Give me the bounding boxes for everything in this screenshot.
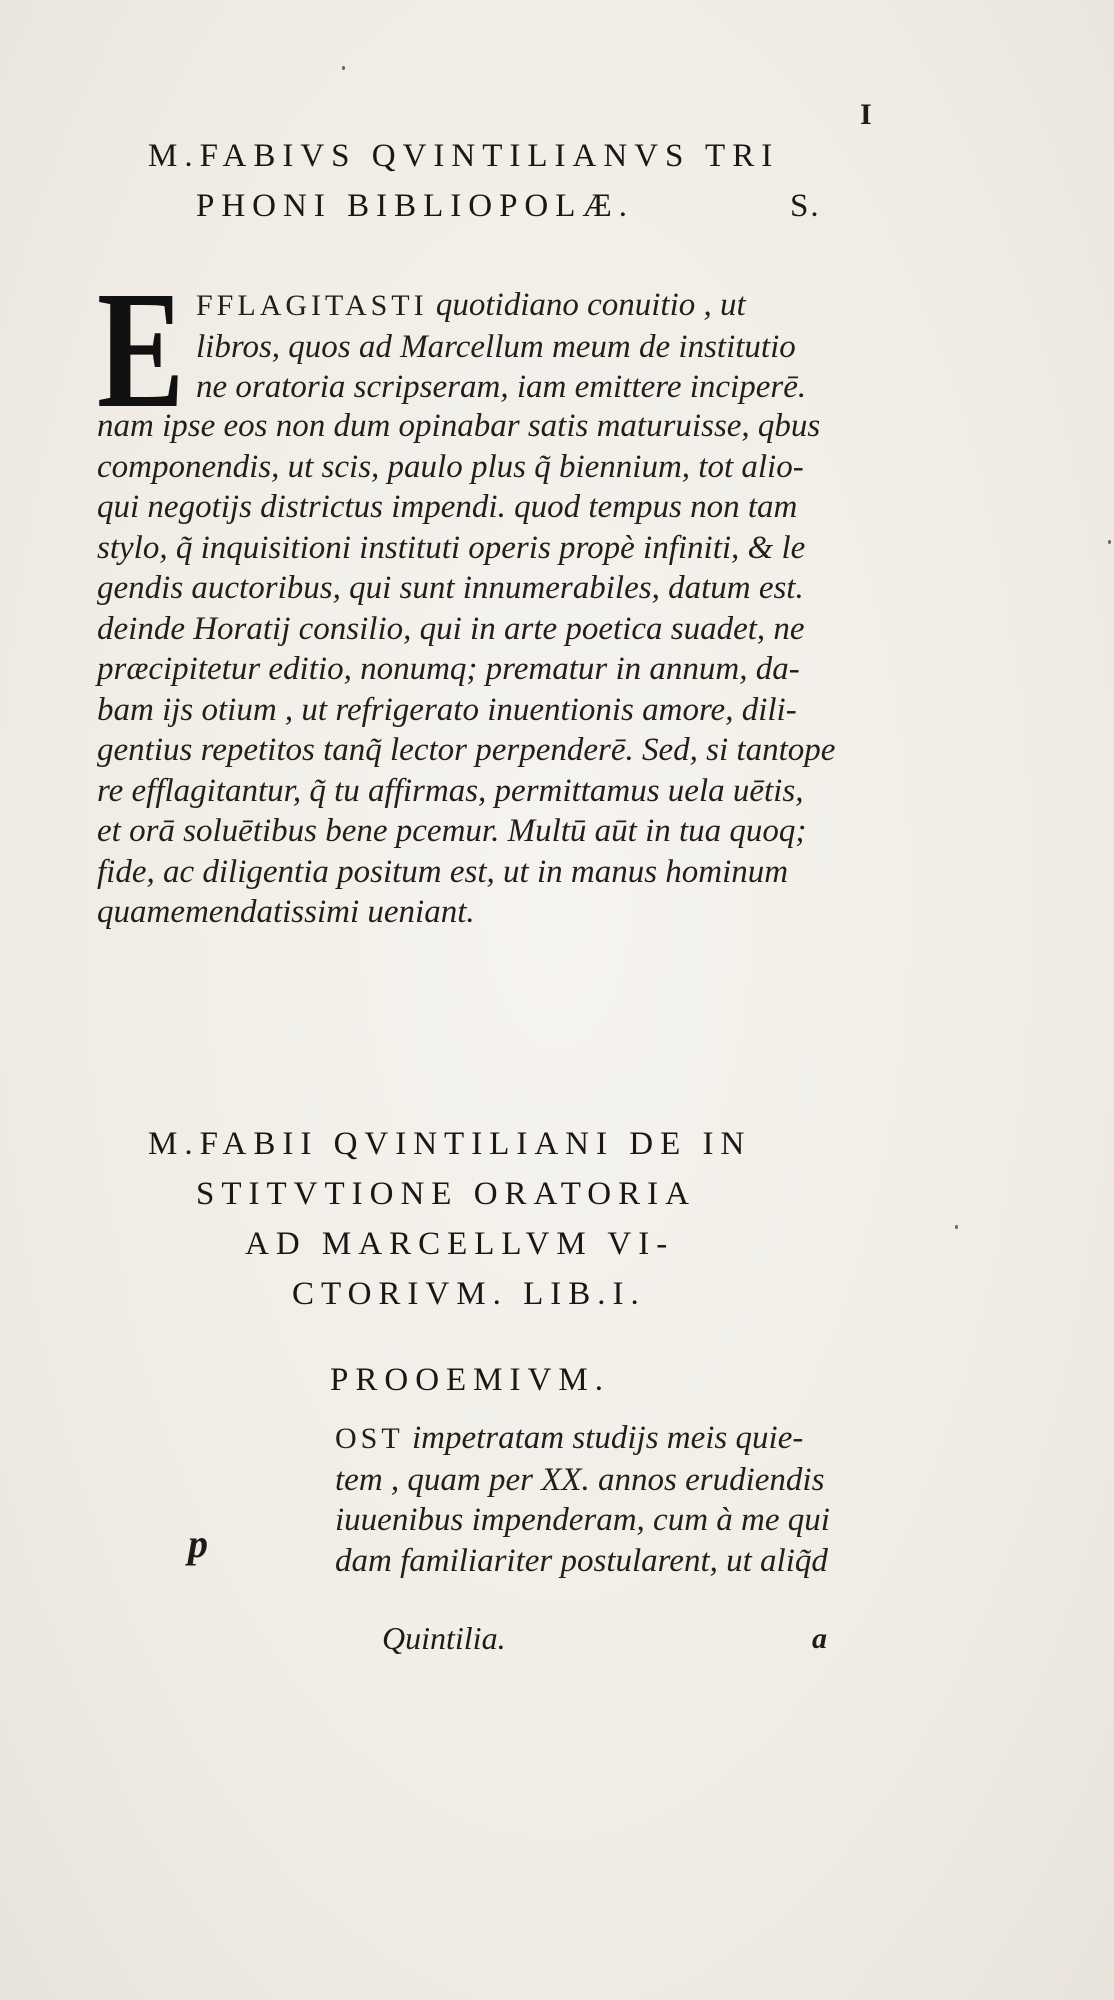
letter-line: qui negotijs districtus impendi. quod tempus non tam — [97, 489, 798, 525]
letter-body — [196, 285, 806, 408]
marginal-initial: p — [188, 1521, 208, 1566]
prooemium-line: dam familiariter postularent, ut aliq̃d — [335, 1542, 828, 1579]
letter-line: bam ijs otium , ut refrigerato inuentionis amore, dili- — [97, 691, 797, 728]
letter-line: componendis, ut scis, paulo plus q̃ biennium, tot alio- — [97, 448, 804, 485]
paper-speck — [342, 66, 345, 70]
signature-mark: a — [812, 1622, 827, 1655]
book-title-line-2: STITVTIONE ORATORIA — [196, 1176, 696, 1212]
letter-line: deinde Horatij consilio, qui in arte poetica suadet, ne — [97, 610, 805, 647]
paper-speck — [955, 1225, 958, 1229]
dedication-heading-line-2: PHONI BIBLIOPOLÆ. — [196, 188, 635, 224]
letter-line: stylo, q̃ inquisitioni instituti operis propè infiniti, & le — [97, 529, 806, 566]
letter-line: nam ipse eos non dum opinabar satis maturuisse, qbus — [97, 408, 821, 444]
folio-number: I — [860, 98, 872, 131]
letter-line: ne oratoria scripseram, iam emittere inciperē. — [196, 369, 807, 405]
letter-opening-caps: FFLAGITASTI — [196, 289, 428, 322]
section-heading: PROOEMIVM. — [330, 1362, 610, 1398]
dedication-heading-line-1: M.FABIVS QVINTILIANVS TRI — [148, 138, 780, 174]
drop-cap-initial: E — [97, 257, 185, 443]
letter-line: præcipitetur editio, nonumq; prematur in annum, da- — [97, 651, 800, 687]
prooemium-line: iuuenibus impenderam, cum à me qui — [335, 1502, 830, 1538]
book-title-line-1: M.FABII QVINTILIANI DE IN — [148, 1126, 752, 1162]
letter-line: quamemendatissimi ueniant. — [97, 894, 475, 930]
catchword: Quintilia. — [382, 1620, 506, 1656]
prooemium-line: tem , quam per XX. annos erudiendis — [335, 1461, 825, 1498]
prooemium-line: impetratam studijs meis quie- — [411, 1420, 804, 1456]
paper-speck — [1108, 540, 1111, 544]
letter-line: libros, quos ad Marcellum meum de institutio — [196, 328, 796, 365]
salutation: S. — [790, 188, 821, 224]
letter-line: re efflagitantur, q̃ tu affirmas, permittamus uela uētis, — [97, 772, 804, 809]
letter-line: et orā soluētibus bene pcemur. Multū aūt in tua quoq; — [97, 813, 807, 849]
book-title-line-3: AD MARCELLVM VI- — [245, 1226, 675, 1262]
letter-line: fide, ac diligentia positum est, ut in manus hominum — [97, 853, 789, 890]
letter-line: quotidiano conuitio , ut — [435, 287, 746, 323]
letter-line: gentius repetitos tanq̃ lector perpenderē. Sed, si tantope — [97, 732, 836, 768]
letter-body-continued — [97, 406, 835, 933]
prooemium-body — [335, 1418, 830, 1581]
prooemium-opening-caps: OST — [335, 1422, 404, 1455]
letter-line: gendis auctoribus, qui sunt innumerabiles, datum est. — [97, 570, 804, 606]
book-title-line-4: CTORIVM. LIB.I. — [292, 1276, 646, 1312]
